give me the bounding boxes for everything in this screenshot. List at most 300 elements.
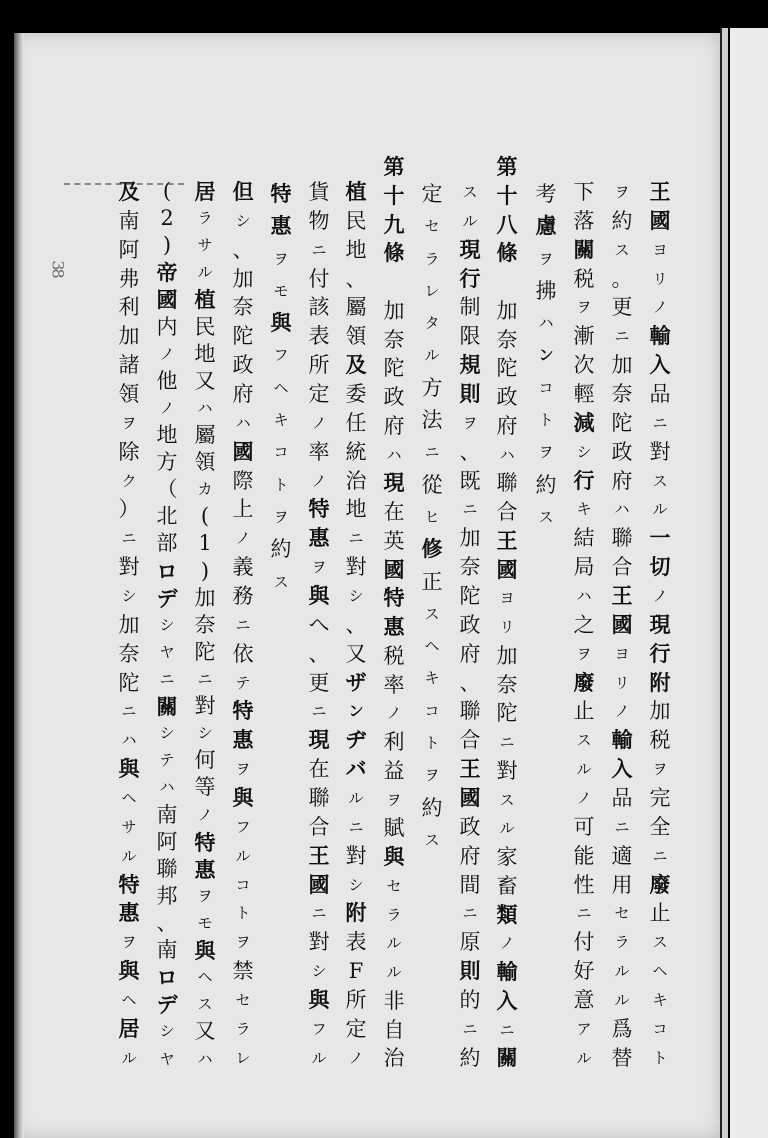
text-char: ル [614,991,630,1010]
text-char: ヘ [424,637,440,656]
text-char: 南 [156,938,178,963]
text-char: 廢 [573,669,595,695]
text-char: ル [576,760,592,779]
text-char: ス [499,790,515,809]
text-char: ニ [311,702,327,721]
text-char: 聯 [308,786,330,811]
text-char: 品 [649,382,671,407]
text-char: ニ [424,443,440,462]
text-char: 特 [194,829,216,855]
text-char: 十 [496,182,518,208]
text-char: 。 [611,266,633,291]
text-char: 意 [573,988,595,1013]
text-char: レ [424,281,440,300]
page-number: 38 [48,260,68,277]
text-char: 現 [649,611,671,637]
text-char: 陀 [611,410,633,435]
text-char: 落 [573,208,595,233]
text-char: 輸 [649,323,671,349]
text-char: 但 [232,179,254,204]
text-column [150,178,184,1073]
text-char: 對 [345,555,367,580]
text-char: 考 [535,182,557,206]
text-char: 府 [459,843,481,868]
text-char: 民 [194,314,216,339]
text-char: ノ [159,344,175,363]
text-char: 行 [573,467,595,493]
text-char: 入 [649,352,671,378]
text-char: （ [156,477,178,502]
text-char: コ [652,1019,668,1038]
text-char: ハ [499,445,515,464]
text-char: 王 [496,527,518,553]
text-char: 用 [611,872,633,897]
text-char: 約 [459,1045,481,1070]
text-char: ラ [424,249,440,268]
text-char: 漸 [573,324,595,349]
text-char: コ [538,378,554,397]
text-char: コ [424,701,440,720]
text-char: 制 [459,295,481,320]
text-char: ノ [614,702,630,721]
text-char: ニ [499,1020,515,1039]
text-char: 北 [156,504,178,529]
text-char: 入 [496,987,518,1013]
text-char: ヘ [273,378,289,397]
text-char: 奈 [383,327,405,352]
text-char: ル [386,934,402,953]
text-char: 國 [459,785,481,811]
text-char: 惠 [270,213,292,239]
text-char: 國 [383,556,405,582]
text-char: 陀 [383,356,405,381]
text-char: セ [424,217,440,236]
text-char: 拂 [535,278,557,303]
text-char: 府 [611,468,633,493]
text-char: シ [159,615,175,634]
text-char: カ [197,480,213,499]
text-char: ニ [652,413,668,432]
text-char: 輕 [573,382,595,407]
text-char: 方 [421,375,443,400]
text-char: ハ [197,398,213,417]
text-char: 陀 [496,356,518,381]
text-char: シ [121,587,137,606]
text-char: 民 [345,208,367,233]
text-char: 加 [496,298,518,323]
text-char: ノ [576,789,592,808]
text-char: 利 [118,295,140,320]
text-char: 可 [573,814,595,839]
text-char: ( [162,179,172,203]
text-char: へ [308,612,330,637]
text-char: 付 [573,930,595,955]
text-char: 加 [459,526,481,551]
text-char: 該 [308,295,330,320]
text-char: テ [235,673,251,692]
text-char: ラ [614,933,630,952]
text-char: ヘ [121,789,137,808]
text-char: 入 [611,756,633,782]
text-char: 國 [308,871,330,897]
text-char: ヲ [311,558,327,577]
text-char: ヲ [576,644,592,663]
text-char: リ [499,618,515,636]
text-char: ノ [311,471,327,490]
text-char: ) [200,558,210,583]
text-char: フ [273,346,289,365]
text-char: 表 [308,324,330,349]
text-char: 除 [118,439,140,464]
text-column [112,178,146,1073]
text-char: 陀 [194,639,216,664]
text-char: ） [118,497,140,522]
text-char: ニ [121,529,137,548]
text-char: 所 [308,353,330,378]
text-char: 政 [459,612,481,637]
text-char: 府 [496,413,518,438]
text-char: ル [311,1048,327,1067]
text-char: シ [311,962,327,981]
text-char: 何 [194,748,216,773]
text-char: ヘ [197,968,213,987]
text-column [567,178,601,1073]
text-char: 爲 [611,1016,633,1041]
text-char: ス [614,240,630,259]
text-char: ニ [499,733,515,751]
text-char: ニ [652,846,668,865]
text-char: ハ [538,314,554,333]
text-char: 能 [573,843,595,868]
text-char: サ [197,236,213,255]
text-char: ヲ [235,760,251,779]
text-char: 上 [232,497,254,522]
text-char: 又 [345,641,367,666]
text-char: 禁 [232,959,254,984]
text-char: 、 [345,266,367,291]
text-char: 切 [649,554,671,580]
text-char: 惠 [308,525,330,551]
text-char: レ [235,1048,251,1067]
text-char: サ [121,817,137,836]
text-char: 性 [573,872,595,897]
text-char: ニ [197,669,213,688]
text-column [453,178,487,1073]
text-char: リ [614,673,630,692]
text-char: ス [576,731,592,750]
text-char: 及 [345,352,367,378]
text-char: 政 [611,439,633,464]
text-char: 義 [232,555,254,580]
text-char: 諸 [118,353,140,378]
text-char: ノ [652,298,668,317]
text-char: 附 [649,669,671,695]
text-char: 奈 [496,672,518,697]
text-char: モ [197,913,213,932]
text-char: 與 [270,310,292,336]
text-char: 慮 [535,213,557,239]
text-char: 税 [383,643,405,668]
text-char: リ [652,269,668,288]
text-char: 適 [611,843,633,868]
text-char: 税 [573,266,595,291]
text-char: 王 [308,842,330,868]
text-char: 惠 [194,856,216,882]
text-char: 、 [156,910,178,935]
text-char: 修 [421,536,443,562]
text-char: 府 [459,641,481,666]
text-char: ス [424,830,440,849]
text-char: 之 [573,612,595,637]
text-char: ヲ [121,933,137,952]
text-char: 帝 [156,260,178,286]
text-char: 輸 [611,727,633,753]
text-char: 關 [573,236,595,262]
text-char: 對 [496,758,518,783]
text-char: ノ [652,587,668,606]
text-char: 植 [194,287,216,313]
text-char: 國 [156,287,178,313]
text-char: 方 [156,450,178,475]
text-char: セ [614,904,630,923]
text-char: ニ [462,1019,478,1038]
text-char: ヒ [424,507,440,526]
text-char: 與 [118,756,140,782]
text-char: 對 [345,843,367,868]
text-char: 王 [611,583,633,609]
text-char: 的 [459,988,481,1013]
text-column [264,178,298,598]
text-char: 局 [573,555,595,580]
text-char: コ [235,875,251,894]
text-char: 統 [345,439,367,464]
text-char: 減 [573,409,595,435]
text-char: 植 [345,179,367,204]
text-char: シ [576,442,592,461]
text-char: 物 [308,208,330,233]
text-char: ア [576,1019,592,1038]
text-char: 結 [573,526,595,551]
text-char: 1 [198,531,212,556]
text-char: 更 [308,670,330,695]
text-char: 政 [232,353,254,378]
text-char: ル [235,846,251,865]
text-char: 加 [649,699,671,724]
text-char: 規 [459,352,481,378]
text-char: ル [462,211,478,230]
text-char: キ [652,991,668,1010]
text-char: 領 [345,324,367,349]
text-char: ス [273,572,289,591]
text-char: 定 [345,1016,367,1041]
text-char: 行 [459,265,481,291]
text-char: 廢 [649,871,671,897]
text-char: 加 [383,298,405,323]
text-char: ヲ [424,766,440,785]
text-column [490,153,524,1073]
text-char: ヲ [538,443,554,462]
text-char: キ [424,669,440,688]
text-char: ヨ [614,644,630,663]
text-char: キ [576,500,592,519]
text-char: 既 [459,468,481,493]
text-char: 王 [649,179,671,204]
text-char: 益 [383,758,405,783]
text-char: ス [462,183,478,201]
text-char: 加 [232,266,254,291]
text-char: 則 [459,381,481,407]
text-char: 與 [194,938,216,964]
text-char: 定 [421,182,443,206]
text-char: 加 [496,643,518,668]
text-char: 國 [649,207,671,233]
text-char: 又 [194,368,216,393]
text-char: シ [235,211,251,230]
text-char: キ [273,411,289,430]
text-char: 對 [118,555,140,580]
text-char: 治 [345,468,367,493]
text-char: 正 [421,569,443,594]
text-char: 陀 [496,701,518,726]
text-char: ニ [614,817,630,836]
text-char: ニ [159,669,175,688]
text-char: 府 [383,413,405,438]
text-char: ヘ [121,991,137,1010]
text-char: ヨ [652,240,668,259]
text-char: ハ [121,731,137,750]
text-char: ロ [156,965,178,991]
text-char: 地 [156,422,178,447]
text-char: ル [121,846,137,865]
text-char: 關 [156,694,178,720]
text-char: 約 [421,795,443,820]
text-char: 法 [421,408,443,433]
text-char: 加 [194,585,216,610]
text-char: 第 [496,154,518,179]
text-char: ヨ [499,589,515,608]
text-char: ラ [235,1019,251,1038]
text-char: テ [159,751,175,770]
text-char: 領 [194,450,216,475]
text-char: ノ [386,704,402,723]
text-char: 更 [611,295,633,320]
text-char: ス [538,507,554,526]
text-char: 務 [232,584,254,609]
text-char: ル [121,1048,137,1067]
text-char: フ [235,817,251,836]
text-char: 地 [345,497,367,522]
text-char: ヲ [652,760,668,779]
text-char: デ [156,585,178,611]
text-char [490,268,524,297]
text-column [226,178,260,1073]
text-char: 、 [232,237,254,262]
text-char: ヲ [273,249,289,268]
text-char: 十 [383,182,405,208]
text-char: 領 [118,382,140,407]
text-char: ハ [614,500,630,519]
text-char: 政 [496,385,518,409]
text-char: ハ [159,778,175,797]
text-char: 表 [345,930,367,955]
adjacent-page [730,28,768,1138]
text-char: ル [424,346,440,365]
text-char: 國 [232,438,254,464]
text-char: 合 [496,500,518,524]
text-column [377,153,411,1073]
text-char: 陀 [118,670,140,695]
text-char: 特 [118,871,140,897]
text-char: 對 [194,694,216,719]
text-char: 聯 [459,699,481,724]
text-char: ス [197,995,213,1014]
text-column [643,178,677,1073]
text-char: 邦 [156,883,178,908]
text-char: 止 [649,901,671,926]
text-char: 現 [308,727,330,753]
text-char: ヲ [273,507,289,526]
text-char: シ [197,724,213,743]
text-char: 内 [156,314,178,339]
text-char: ト [424,734,440,753]
text-char: ヲ [197,886,213,905]
text-char: 約 [535,472,557,497]
text-char: ロ [156,558,178,584]
text-char: 與 [232,785,254,811]
text-char: ニ [348,817,364,836]
text-char: 地 [345,237,367,262]
text-char: 條 [496,240,518,266]
text-char: 貨 [308,180,330,204]
text-char: 奈 [232,295,254,320]
text-char: ヲ [576,298,592,317]
text-char: ニ [462,904,478,923]
text-char: ト [273,475,289,494]
text-char: シ [348,875,364,894]
text-char: 定 [308,382,330,407]
text-char: ク [121,471,137,490]
text-char: F [348,959,364,984]
text-column [339,178,373,1073]
text-char: 畜 [496,873,518,898]
text-column [605,178,639,1073]
text-char: 與 [118,958,140,984]
text-char: ハ [197,1049,213,1068]
text-char: ニ [121,702,137,721]
text-char: 合 [459,728,481,753]
text-char: ラ [386,905,402,924]
text-char: 家 [496,845,518,869]
text-char: ニ [348,529,364,548]
text-char: 、 [308,641,330,666]
text-char: ス [424,604,440,623]
page-edge [720,28,728,1138]
text-char: 利 [383,730,405,754]
text-char: 居 [194,179,216,204]
text-char: ト [538,411,554,430]
text-char [377,268,411,297]
text-char: 聯 [496,471,518,496]
text-char: ヲ [386,790,402,809]
text-char: ス [652,933,668,952]
text-char: ト [235,904,251,923]
text-char: 非 [383,988,405,1013]
text-char: ノ [311,413,327,432]
text-char: ル [499,819,515,838]
text-char: 第 [383,154,405,179]
text-char: 、 [345,612,367,637]
text-char: セ [235,991,251,1010]
